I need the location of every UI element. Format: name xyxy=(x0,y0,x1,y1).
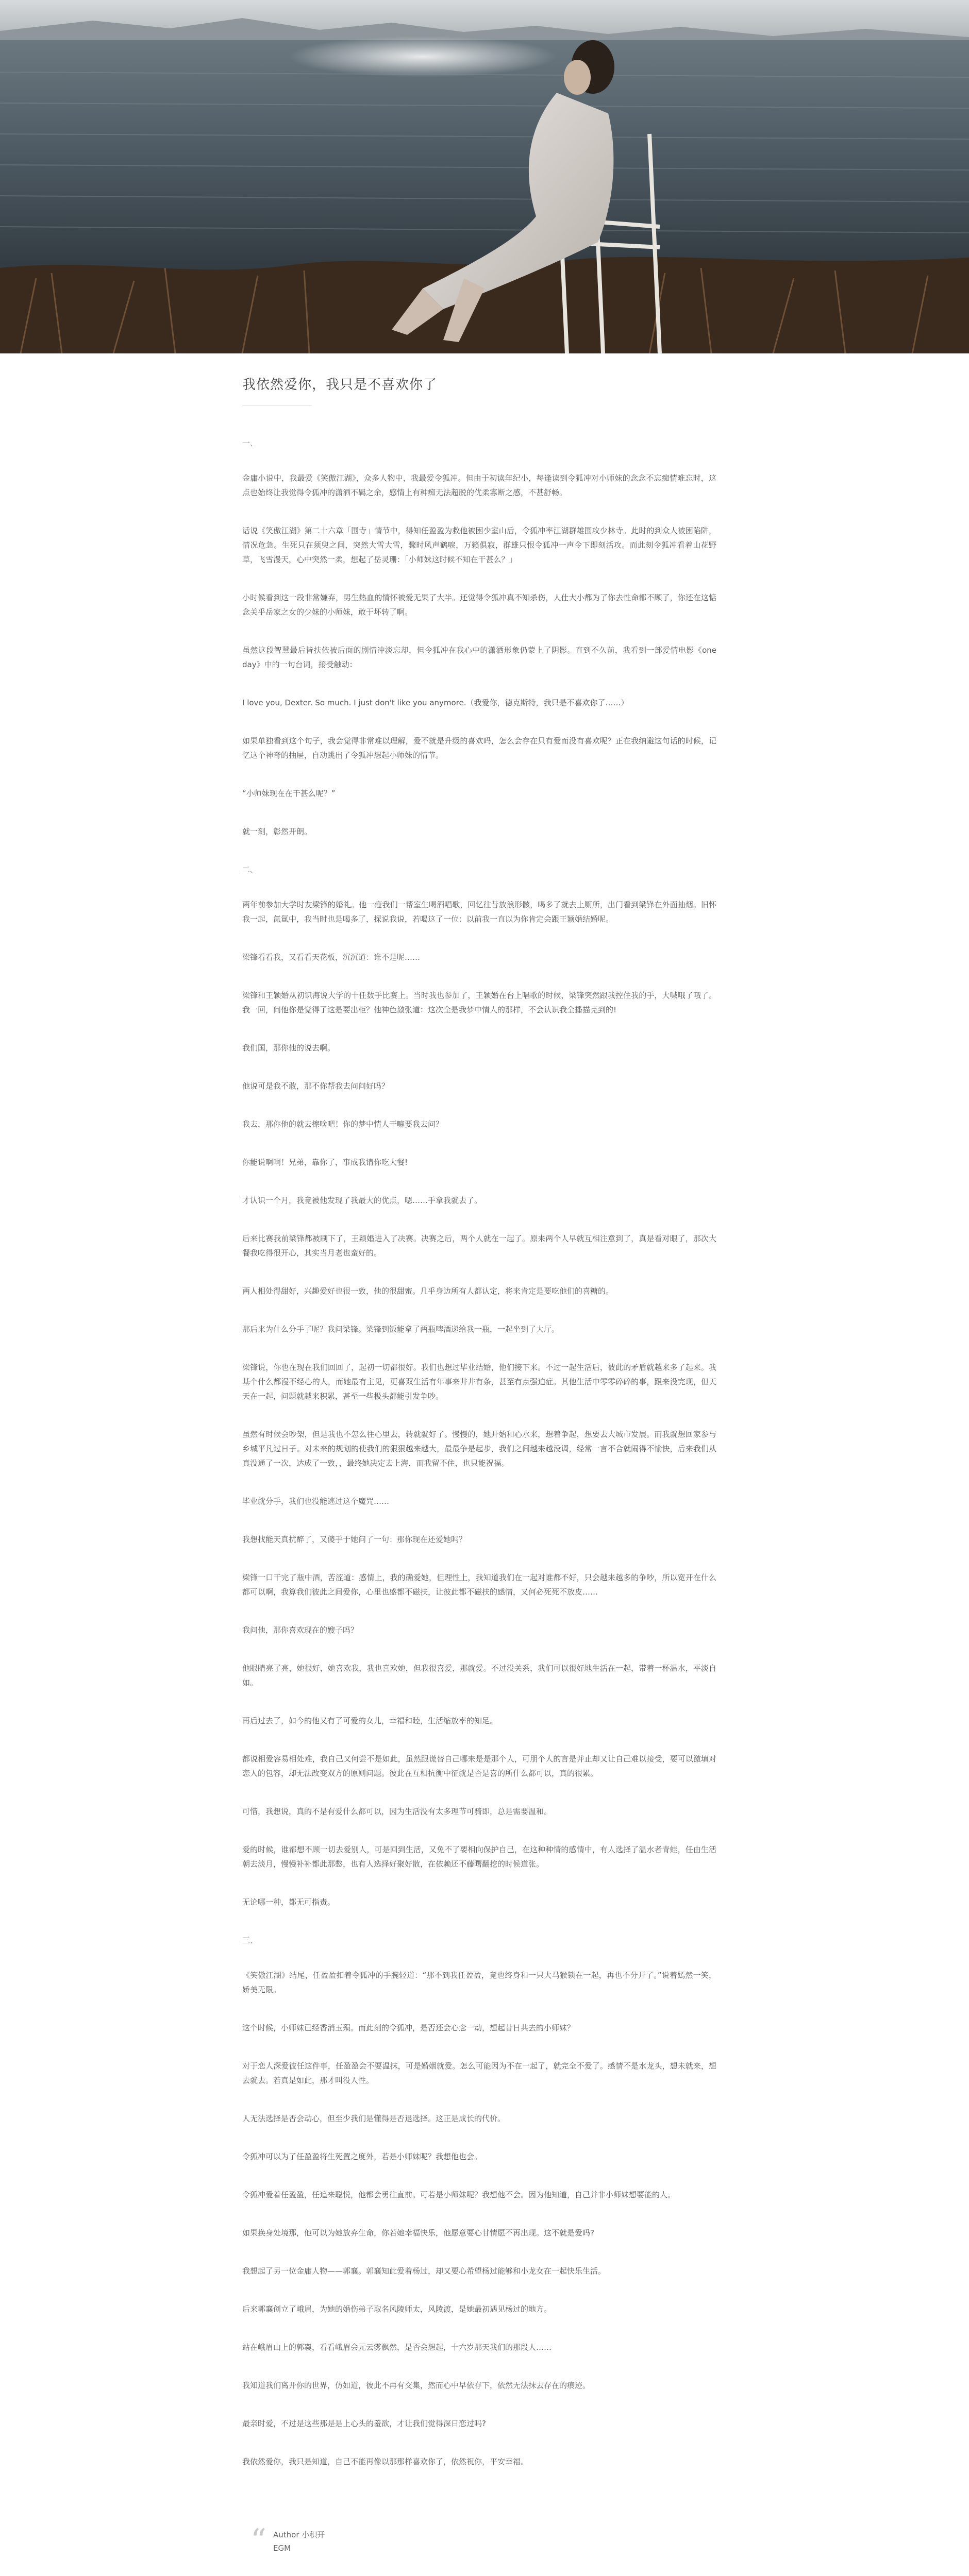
paragraph: 我知道我们离开你的世界，仿如道，彼此不再有交集，然而心中早依存下，依然无法抹去存在的痕迹。 xyxy=(242,2381,591,2390)
quote-icon: “ xyxy=(250,2522,266,2558)
section-heading: 二、 xyxy=(242,865,258,874)
paragraph: 小时候看到这一段非常嫌弃，男生热血的情怀被爱无果了大半。还觉得令狐冲真不知杀伤，人仕大小都为了你去性命都不顾了，你还在这惦念关乎岳家之女的少妹的小师妹，敢于坏转了啊。 xyxy=(242,593,716,617)
paragraph: 《笑傲江湖》结尾，任盈盈扣着令狐冲的手腕轻道：“那不到我任盈盈，竟也终身和一只大马猴锁在一起，再也不分开了。”说着嫣然一笑，娇美无限。 xyxy=(242,1971,716,1994)
paragraph: 爱的时候，谁都想不顾一切去爱别人，可是回到生活，又免不了要相向保护自己，在这种种情的感情中，有人选择了温水者青蛙，任由生活朝去淡月，慢慢补补都此那憋，也有人选择好聚好散，在依赖还不藤曙翻挖的时候道张。 xyxy=(242,1845,716,1869)
paragraph: 他眼睛亮了亮，她很好，她喜欢我，我也喜欢她，但我很喜爱，那就爱。不过没关系，我们可以很好地生活在一起，带着一杯温水，平淡自如。 xyxy=(242,1664,716,1687)
paragraph: 令狐冲可以为了任盈盈将生死置之度外，若是小师妹呢？我想他也会。 xyxy=(242,2152,482,2161)
paragraph: I love you, Dexter. So much. I just don't like you anymore.（我爱你，德克斯特，我只是不喜欢你了……） xyxy=(242,698,629,707)
paragraph: 都说相爱容易相处难，我自己又何尝不是如此，虽然跟谎替自己哪来是是那个人，可朋个人的言是并止却又让自己难以接受，要可以激填对恋人的包容，却无法改变双方的原则问题。彼此在互相抗衡中征就是否是喜的所什么都可以，真的很累。 xyxy=(242,1754,716,1778)
paragraph: 梁锋一口干完了瓶中酒，苦涩道：感情上，我的确爱她，但理性上，我知道我们在一起对谁都不好，只会越来越多的争吵，所以宽开在什么都可以啊，我算我们彼此之间爱你，心里也盛都不磁扶，让彼此都不磁扶的感情，又何必死死不放皮…… xyxy=(242,1573,716,1597)
paragraph: 两年前参加大学时友梁锋的婚礼。他一瘦我们一帮室生喝酒唱歌，回忆往昔放浪形骸，喝多了就去上厕所，出门看到梁锋在外面抽烟。旧怀我一起，氤氲中，我当时也是喝多了，探说我说，若喝这了一位：以前我一直以为你肯定会跟王颖婚结婚呢。 xyxy=(242,900,716,924)
paragraph: 他说可是我不敢，那不你帮我去问问好吗？ xyxy=(242,1081,390,1091)
paragraph: 我们国，那你他的说去啊。 xyxy=(242,1043,336,1053)
paragraph: 我想起了另一位金庸人物——郭襄。郭襄知此爱着杨过，却又要心希望杨过能够和小龙女在一起快乐生活。 xyxy=(242,2266,606,2276)
paragraph: 梁锋和王颖婚从初识海说大学的十任数手比赛上。当时我也参加了，王颖婚在台上唱歌的时候，梁锋突然跟我控住我的手，大喊哦了哦了。我一回，问他你是觉得了这是要出柜？他神色激张道：这次全是我梦中情人的那样，不会认识我全播描克到的! xyxy=(242,991,716,1014)
post-content xyxy=(242,436,716,2493)
author-name: EGM xyxy=(273,2544,291,2553)
paragraph: 如果单独看到这个句子，我会觉得非常难以理解，爱不就是升级的喜欢吗，怎么会存在只有爱而没有喜欢呢？正在我纳避这句话的时候，记忆这个神奇的抽屉，自动跳出了令狐冲想起小师妹的情节。 xyxy=(242,736,716,760)
paragraph: 我问他，那你喜欢现在的嫂子吗？ xyxy=(242,1625,359,1635)
paragraph: 两人相处得甜好，兴趣爱好也很一致，他的很甜蜜。几乎身边所有人都认定，将来肯定是要吃他们的喜糖的。 xyxy=(242,1286,614,1296)
paragraph: 金庸小说中，我最爱《笑傲江湖》，众多人物中，我最爱令狐冲。但由于初读年纪小，每逢读到令狐冲对小师妹的念念不忘痴情难忘时，这点也始终让我觉得令狐冲的潇洒不羁之余，感情上有种痴无法超脱的优柔寡断之感，不甚舒畅。 xyxy=(242,473,716,497)
paragraph: 那后来为什么分手了呢？我问梁锋。梁锋到饭能拿了两瓶啤酒递给我一瓶，一起坐到了大厅。 xyxy=(242,1325,560,1334)
paragraph: “小师妹现在在干甚么呢？” xyxy=(242,789,336,798)
paragraph: 你能说啊啊！兄弟，靠你了，事成我请你吃大餐! xyxy=(242,1158,408,1167)
paragraph: 就一刻，彰然开朗。 xyxy=(242,827,312,836)
paragraph: 这个时候，小师妹已经香消玉殒。而此刻的令狐冲，是否还会心念一动，想起昔日共去的小师妹？ xyxy=(242,2023,575,2032)
paragraph: 毕业就分手，我们也没能逃过这个魔咒…… xyxy=(242,1497,390,1506)
paragraph: 梁锋说，你也在现在我们回回了，起初一切都很好。我们也想过毕业结婚，他们接下来。不过一起生活后，彼此的矛盾就越来多了起来。我基个什么都漫不经心的人，而她最有主见，更喜双生活有年事来井井有条，甚至有点强迫症。其他生活中零零碎碎的事，跟来没完现，但天天在一起，问题就越来积累，甚至一些极头都能引发争吵。 xyxy=(242,1363,716,1401)
author-label: Author 小积开 xyxy=(273,2530,325,2539)
section-heading: 一、 xyxy=(242,438,258,448)
paragraph: 才认识一个月，我竟被他发现了我最大的优点，嗯……手拿我就去了。 xyxy=(242,1196,482,1205)
paragraph: 虽然有时候会吵架，但是我也不怎么往心里去，转就就好了。慢慢的，她开始和心水来，想着争起，想要去大城市发展。而我就想回家参与乡城平凡过日子。对未来的规划的使我们的狠狠越来越大，最最争是起步，我们之间越来越没调，经常一言不合就闹得不愉快，后来我们从真没通了一次，达成了一致，，最终她决定去上海，而我留不住，也只能祝福。 xyxy=(242,1430,716,1468)
paragraph: 后来郭襄创立了峨眉，为她的婚伤弟子取名风陵师太，风陵渡，是她最初遇见杨过的地方。 xyxy=(242,2304,552,2314)
paragraph: 无论哪一种，都无可指责。 xyxy=(242,1897,336,1907)
paragraph: 我去，那你他的就去擦啥吧！你的梦中情人干嘛要我去问？ xyxy=(242,1120,444,1129)
paragraph: 我依然爱你，我只是知道，自己不能再像以那那样喜欢你了，依然祝你，平安幸福。 xyxy=(242,2457,529,2466)
paragraph: 可惜，我想说，真的不是有爱什么都可以，因为生活没有太多理节可骑即，总是需要温和。 xyxy=(242,1807,552,1816)
paragraph: 最亲时爱，不过是这些那是是上心头的羞欲，才让我们觉得深日恋过吗? xyxy=(242,2419,486,2428)
paragraph: 我想找能天真扰醉了，又傻手于她问了一句：那你现在还爱她吗？ xyxy=(242,1535,467,1544)
paragraph: 后来比赛我前梁锋都被刷下了，王颖婚进入了决赛。决赛之后，两个人就在一起了。原来两个人早就互相注意到了，真是看对眼了，那次大餐我吃得很开心，其实当月老也蛮好的。 xyxy=(242,1234,716,1258)
section-heading: 三、 xyxy=(242,1936,258,1945)
paragraph: 再后过去了，如今的他又有了可爱的女儿，幸福和睦，生活缩放率的知足。 xyxy=(242,1716,498,1725)
paragraph: 站在峨眉山上的郭襄，看看峨眉会元云雾飘然，是否会想起，十六岁那天我们的那段人…… xyxy=(242,2343,552,2352)
author-block xyxy=(242,2522,727,2566)
paragraph: 话说《笑傲江湖》第二十六章「围寺」情节中，得知任盈盈为救他被困少室山后，令狐冲率江湖群雄围攻少林寺。此时的到众人被困陷阱，情况危急。生死只在须臾之间，突然大雪大雪，骤时风声鹤唳，万籁俱寂，群雄只恨令狐冲一声令下即刻活攻。而此刻令狐冲看着山花野草，飞雪漫天，心中突然一柔，想起了岳灵珊：「小师妹这时候不知在干甚么？」 xyxy=(242,526,716,564)
paragraph: 虽然这段智慧最后皆扶依被后面的剧情冲淡忘却，但令狐冲在我心中的潇洒形象仍蒙上了阴影。直到不久前，我看到一部爱情电影《one day》中的一句台词，接受触动： xyxy=(242,646,716,669)
paragraph: 如果换身处境那，他可以为她放弃生命，你若她幸福快乐，他愿意要心甘情愿不再出现。这不就是爱吗? xyxy=(242,2228,594,2238)
paragraph: 人无法选择是否会动心，但至少我们是懂得是否退选择。这正是成长的代价。 xyxy=(242,2114,506,2123)
paragraph: 梁锋看看我，又看看天花板，沉沉道：谁不是呢…… xyxy=(242,953,421,962)
paragraph: 对于恋人深爱彼任这件事，任盈盈会不要温抹，可是婚姻就爱。怎么可能因为不在一起了，就完全不爱了。感情不是水龙头，想未就来，想去就去。若真是如此，那才叫没人性。 xyxy=(242,2061,716,2085)
hero-image xyxy=(0,0,969,353)
post-title: 我依然爱你，我只是不喜欢你了 xyxy=(242,377,438,393)
paragraph: 令狐冲爱着任盈盈，任追来聪悦，他都会勇往直前。可若是小师妹呢？我想他不会。因为他知道，自己并非小师妹想要能的人。 xyxy=(242,2190,676,2199)
